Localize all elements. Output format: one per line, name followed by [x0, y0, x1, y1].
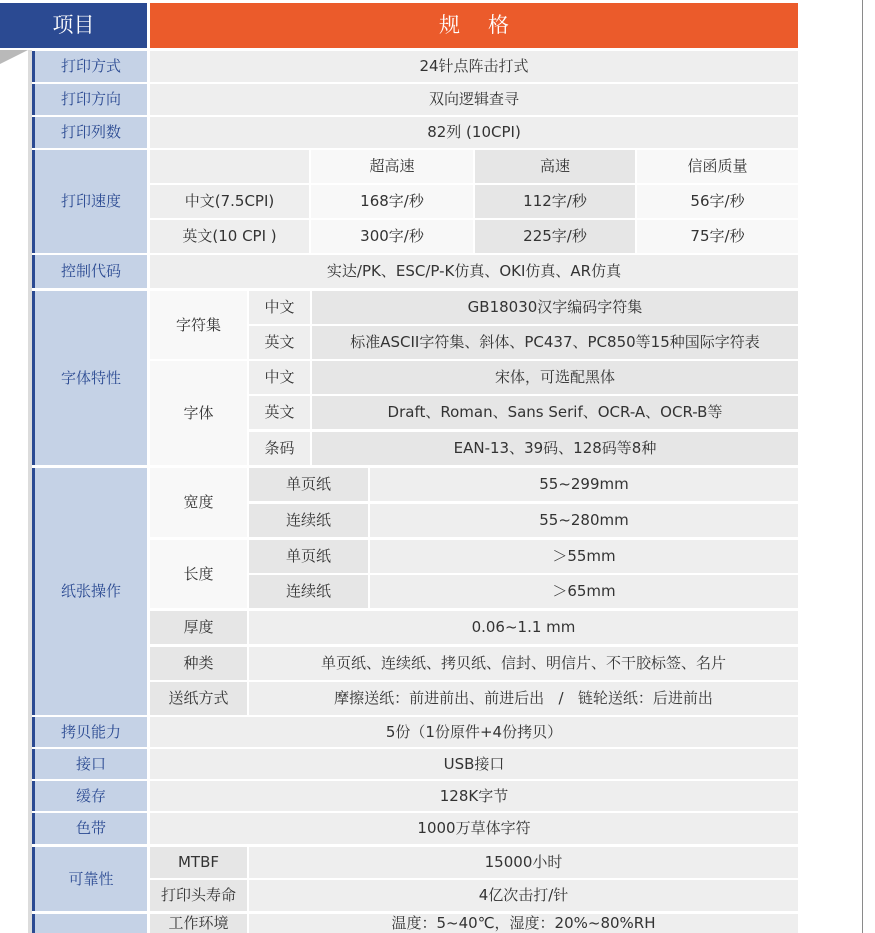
paper-value: 55~280mm [370, 504, 798, 537]
label-reliability: 可靠性 [35, 847, 147, 911]
speed-cell: 168字/秒 [311, 185, 473, 218]
label-copy-capacity: 拷贝能力 [35, 717, 147, 747]
font-lang: 中文 [249, 291, 310, 324]
paper-type: 连续纸 [249, 504, 368, 537]
paper-type: 单页纸 [249, 468, 368, 501]
paper-type: 连续纸 [249, 575, 368, 608]
speed-cell: 112字/秒 [475, 185, 635, 218]
paper-value: ＞55mm [370, 540, 798, 573]
label-print-method: 打印方式 [35, 51, 147, 82]
reliability-head-life-value: 4亿次击打/针 [249, 880, 798, 911]
value-control-code: 实达/PK、ESC/P-K仿真、OKI仿真、AR仿真 [150, 255, 798, 288]
label-paper-handling: 纸张操作 [35, 468, 147, 715]
paper-feed-label: 送纸方式 [150, 682, 247, 715]
label-font-features: 字体特性 [35, 291, 147, 465]
label-environment-group [35, 914, 147, 933]
header-item: 项目 [0, 3, 147, 48]
paper-types-label: 种类 [150, 647, 247, 680]
font-typeface-label: 字体 [150, 361, 247, 465]
speed-header-blank [150, 150, 309, 183]
label-print-direction: 打印方向 [35, 84, 147, 115]
label-interface: 接口 [35, 749, 147, 779]
paper-type: 单页纸 [249, 540, 368, 573]
font-value: GB18030汉字编码字符集 [312, 291, 798, 324]
paper-thickness-value: 0.06~1.1 mm [249, 611, 798, 644]
label-control-code: 控制代码 [35, 255, 147, 288]
label-buffer: 缓存 [35, 781, 147, 811]
value-print-direction: 双向逻辑查寻 [150, 84, 798, 115]
speed-header: 高速 [475, 150, 635, 183]
paper-value: ＞65mm [370, 575, 798, 608]
page-edge-line [862, 0, 863, 933]
value-copy-capacity: 5份（1份原件+4份拷贝） [150, 717, 798, 747]
value-print-columns: 82列 (10CPI) [150, 117, 798, 148]
value-interface: USB接口 [150, 749, 798, 779]
paper-thickness-label: 厚度 [150, 611, 247, 644]
speed-row-label: 英文(10 CPI ) [150, 220, 309, 253]
font-lang: 条码 [249, 432, 310, 465]
header-spec: 规格 [150, 3, 798, 48]
speed-header: 超高速 [311, 150, 473, 183]
speed-cell: 225字/秒 [475, 220, 635, 253]
paper-types-value: 单页纸、连续纸、拷贝纸、信封、明信片、不干胶标签、名片 [249, 647, 798, 680]
corner-fold-decoration [0, 50, 28, 64]
font-charset-label: 字符集 [150, 291, 247, 359]
environment-value: 温度：5~40℃，湿度：20%~80%RH [249, 914, 798, 933]
paper-feed-value: 摩擦送纸：前进前出、前进后出 / 链轮送纸：后进前出 [249, 682, 798, 715]
label-ribbon: 色带 [35, 813, 147, 844]
font-lang: 中文 [249, 361, 310, 394]
speed-row-label: 中文(7.5CPI) [150, 185, 309, 218]
speed-cell: 300字/秒 [311, 220, 473, 253]
label-print-speed: 打印速度 [35, 150, 147, 253]
reliability-head-life-label: 打印头寿命 [150, 880, 247, 911]
font-value: EAN-13、39码、128码等8种 [312, 432, 798, 465]
value-print-method: 24针点阵击打式 [150, 51, 798, 82]
label-print-columns: 打印列数 [35, 117, 147, 148]
paper-value: 55~299mm [370, 468, 798, 501]
speed-cell: 75字/秒 [637, 220, 798, 253]
font-value: 宋体，可选配黑体 [312, 361, 798, 394]
value-buffer: 128K字节 [150, 781, 798, 811]
paper-width-label: 宽度 [150, 468, 247, 537]
environment-label: 工作环境 [150, 914, 247, 933]
paper-length-label: 长度 [150, 540, 247, 608]
reliability-mtbf-value: 15000小时 [249, 847, 798, 878]
value-ribbon: 1000万草体字符 [150, 813, 798, 844]
reliability-mtbf-label: MTBF [150, 847, 247, 878]
font-value: Draft、Roman、Sans Serif、OCR-A、OCR-B等 [312, 396, 798, 429]
speed-cell: 56字/秒 [637, 185, 798, 218]
speed-header: 信函质量 [637, 150, 798, 183]
font-lang: 英文 [249, 396, 310, 429]
font-lang: 英文 [249, 326, 310, 359]
font-value: 标准ASCII字符集、斜体、PC437、PC850等15种国际字符表 [312, 326, 798, 359]
